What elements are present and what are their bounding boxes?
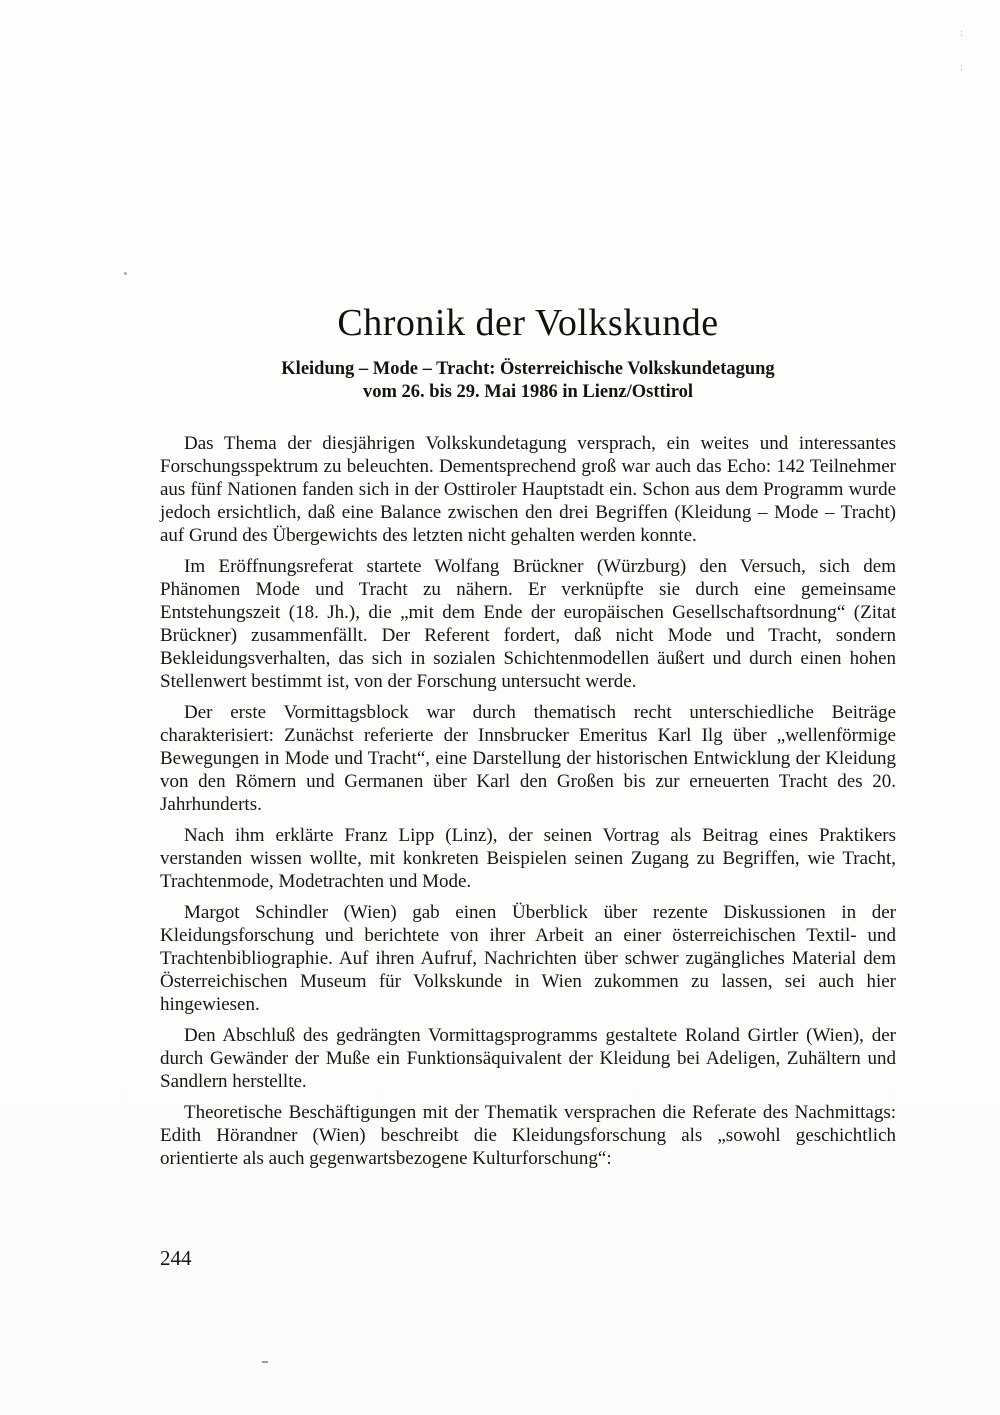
scan-artifact: [124, 272, 127, 275]
scan-artifact: :: [960, 61, 964, 73]
paragraph-3: Der erste Vormittagsblock war durch thematisch recht unterschiedliche Beiträge charakterisiert: Zunächst referierte der Innsbrucker Emeritus Karl Ilg über „wellenförmige Bewegungen in Mode und Tracht“, eine Darstellung der historischen Entwicklung der Kleidung von den Römern und Germanen über Karl den Großen bis zur erneuerten Tracht des 20. Jahrhunderts.: [160, 702, 896, 815]
body-text: [160, 432, 896, 1170]
paragraph-5: Margot Schindler (Wien) gab einen Überblick über rezente Diskussionen in der Kleidungsforschung und berichtete von ihrer Arbeit an einer österreichischen Textil- und Trachtenbibliographie. Auf ihren Aufruf, Nachrichten über schwer zugängliches Material dem Österreichischen Museum für Volkskunde in Wien zukommen zu lassen, sei auch hier hingewiesen.: [160, 902, 896, 1015]
paragraph-4: Nach ihm erklärte Franz Lipp (Linz), der seinen Vortrag als Beitrag eines Praktikers verstanden wissen wollte, mit konkreten Beispielen seinen Zugang zu Begriffen, wie Tracht, Trachtenmode, Modetrachten und Mode.: [160, 825, 896, 892]
page-title: Chronik der Volkskunde: [337, 302, 719, 344]
subtitle: [160, 358, 896, 404]
subtitle-line-2: vom 26. bis 29. Mai 1986 in Lienz/Osttirol: [362, 382, 694, 402]
paragraph-2: Im Eröffnungsreferat startete Wolfang Brückner (Würzburg) den Versuch, sich dem Phänomen Mode und Tracht zu nähern. Er verknüpfte sie durch eine gemeinsame Entstehungszeit (18. Jh.), die „mit dem Ende der europäischen Gesellschaftsordnung“ (Zitat Brückner) zusammenfällt. Der Referent fordert, daß nicht Mode und Tracht, sondern Bekleidungsverhalten, das sich in sozialen Schichtenmodellen äußert und durch einen hohen Stellenwert bestimmt ist, von der Forschung untersucht werde.: [160, 556, 896, 692]
page-number: 244: [160, 1246, 192, 1270]
scan-artifact: :: [960, 27, 964, 39]
text-block: [160, 300, 896, 1178]
paragraph-6: Den Abschluß des gedrängten Vormittagsprogramms gestaltete Roland Girtler (Wien), der durch Gewänder der Muße ein Funktionsäquivalent der Kleidung bei Adeligen, Zuhältern und Sandlern herstellte.: [160, 1025, 896, 1092]
paragraph-1: Das Thema der diesjährigen Volkskundetagung versprach, ein weites und interessantes Forschungsspektrum zu beleuchten. Dementsprechend groß war auch das Echo: 142 Teilnehmer aus fünf Nationen fanden sich in der Osttiroler Hauptstadt ein. Schon aus dem Programm wurde jedoch ersichtlich, daß eine Balance zwischen den drei Begriffen (Kleidung – Mode – Tracht) auf Grund des Übergewichts des letzten nicht gehalten werden konnte.: [160, 433, 896, 546]
paragraph-7: Theoretische Beschäftigungen mit der Thematik versprachen die Referate des Nachmittags: Edith Hörandner (Wien) beschreibt die Kleidungsforschung als „sowohl geschichtlich orientierte als auch gegenwartsbezogene Kulturforschung“:: [160, 1102, 896, 1169]
scan-artifact: [262, 1361, 268, 1363]
subtitle-line-1: Kleidung – Mode – Tracht: Österreichische Volkskundetagung: [281, 359, 775, 379]
